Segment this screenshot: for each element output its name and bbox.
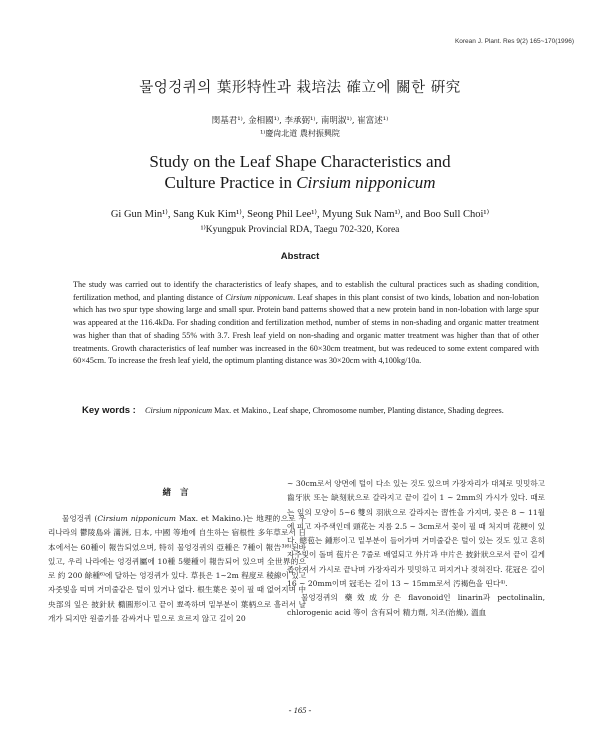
- english-title-line1: Study on the Leaf Shape Characteristics and: [149, 152, 451, 171]
- intro-paragraph-2: 물엉겅퀴의 藥效成分은 flavonoid인 linarin과 pectolinalin, chlorogenic acid 等이 含有되어 精力劑, 치조(治燥), 溫血: [287, 593, 545, 617]
- english-affiliation: ¹⁾Kyungpuk Provincial RDA, Taegu 702-320, Korea: [200, 225, 400, 235]
- abstract-text-part2: . Leaf shapes in this plant consist of two kinds, lobation and non-lobation which has two spur type showing large and small spur. Protein band patterns showed that a new protein band in non-lobation with large spur was appeared at the 116.4kDa. For shading condition and fertilization method, number of stems in non-shading and organic matter treatment was higher than that of shading 55% with 3.7. Fresh leaf yield on non-shading and organic matter treatment was higher than that of other treatments. Growth characteristics of leaf number was increased in the 60×30cm treatment, but was redeuced to some extent compared with 60×45cm. To increase the fresh leaf yield, the optimum planting distance was 30×20cm with 4,100kg/10a.: [73, 292, 539, 366]
- english-title-species: Cirsium nipponicum: [296, 173, 436, 192]
- keywords-species: Cirsium nipponicum: [145, 406, 213, 415]
- abstract-text-part1: The study was carried out to identify the characteristics of leafy shapes, and to establish the cultural practices such as shading condition, fertilization method, and planting distance of: [73, 280, 539, 302]
- english-title-line2: [0, 172, 600, 193]
- keywords-body: [145, 405, 525, 418]
- intro-p1-species: Cirsium nipponicum: [97, 514, 177, 523]
- journal-citation: Korean J. Plant. Res 9(2) 165~170(1996): [454, 38, 574, 45]
- page-number: - 165 -: [288, 705, 312, 715]
- english-authors: Gi Gun Min¹⁾, Sang Kuk Kim¹⁾, Seong Phil Lee¹⁾, Myung Suk Nam¹⁾, and Boo Sull Choi¹⁾: [110, 209, 490, 220]
- keywords-text: Max. et Makino., Leaf shape, Chromosome number, Planting distance, Shading degrees.: [212, 406, 504, 415]
- english-title-prefix: Culture Practice in: [164, 173, 297, 192]
- intro-paragraph-1-continued: ~ 30cm로서 양면에 털이 다소 있는 것도 있으며 가장자리가 대체로 밋밋하고 齒牙狀 또는 缺刻狀으로 갈라지고 끝이 길이 1 ~ 2mm의 가시가 있다. 때로는 잎의 모양이 5~6 雙의 羽狀으로 갈라지는 習性을 가지며, 꽃은 8 ~ 11월에 피고 자주색인데 頭花는 지름 2.5 ~ 3cm로서 꽃이 필 때 처지며 花梗이 있다. 總苞는 鍾形이고 밑부분이 들어가며 거미줄같은 털이 있는 것도 있고 혼히 자주빛이 돌며 苞片은 7줄로 배열되고 外片과 中片은 披針狀으로서 끝이 길게 좁아져서 가시로 끝나며 가장자리가 밋밋하고 퍼지거나 젖혀진다. 花冠은 길이 16 ~ 20mm이며 冠毛는 길이 13 ~ 15mm로서 汚褐色을 띤다⁴⁾.: [287, 479, 545, 589]
- korean-affiliation: ¹⁾慶尙北道 農村振興院: [260, 129, 340, 138]
- intro-left-column: [48, 512, 306, 626]
- abstract-body: [73, 279, 539, 368]
- intro-paragraph-1: [48, 512, 306, 626]
- english-title: [0, 151, 600, 193]
- abstract-heading: Abstract: [280, 251, 320, 262]
- intro-p1-start: 물엉겅퀴 (: [62, 514, 98, 523]
- intro-p1-rest: Max. et Makino.)는 地理的으로 우리나라의 鬱陵島와 滿洲, 日本, 中國 等地에 自生하는 宿根性 多年草로서 日本에서는 60種이 報告되었으며, 特히 물엉겅퀴의 亞種은 7種이 報告³⁾⁶⁾된바 있고, 우리 나라에는 엉겅퀴屬에 10種 5變種이 報告되어 있으며 全世界的으로 約 200 餘種⁶⁾에 달하는 엉겅퀴가 있다. 草長은 1~2m 程度로 稜線이 있고 자줏빛을 띠며 거미줄같은 털이 있거나 없다. 根生葉은 꽃이 필 때 없어지며 中央部의 잎은 披針狀 橢圓形이고 끝이 뾰족하며 밑부분이 葉柄으로 흘러서 날개가 되지만 원줄기를 감싸거나 밑으로 흐르지 않고 길이 20: [48, 514, 307, 624]
- introduction-heading: 緖 言: [162, 488, 192, 498]
- korean-authors: 閔基君¹⁾, 金相國¹⁾, 李承弼¹⁾, 南明淑¹⁾, 崔富述¹⁾: [211, 116, 389, 126]
- keywords-label: Key words :: [82, 405, 136, 416]
- korean-title: 물엉겅퀴의 葉形特性과 栽培法 確立에 關한 硏究: [139, 80, 461, 96]
- intro-right-column: [287, 477, 545, 620]
- abstract-species: Cirsium nipponicum: [225, 292, 293, 302]
